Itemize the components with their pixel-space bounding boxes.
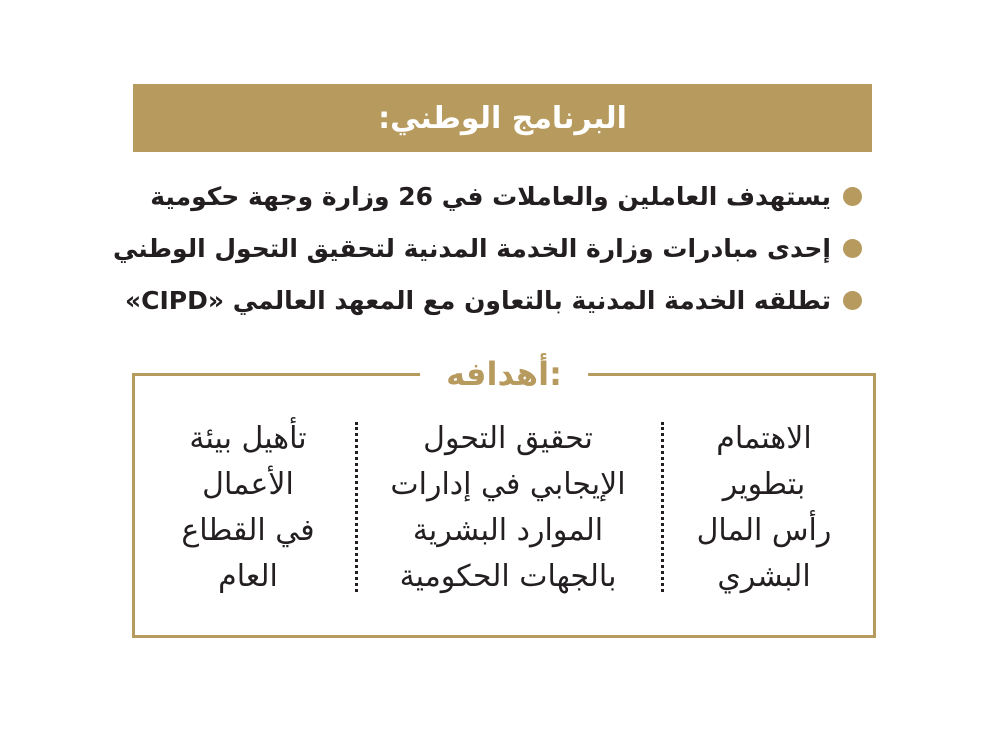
goal-column-2 [361, 416, 655, 606]
goals-title: أهدافه: [446, 355, 562, 393]
goal-text: الاهتمام بتطوير رأس المال البشري [696, 421, 832, 594]
goals-title-wrap [420, 352, 588, 396]
bullet-dot-icon [843, 291, 862, 310]
header-title: البرنامج الوطني: [378, 100, 627, 136]
bullet-dot-icon [843, 239, 862, 258]
bullet-item [142, 170, 862, 222]
bullet-item [125, 274, 862, 326]
goal-column-3 [135, 416, 361, 606]
bullet-text: يستهدف العاملين والعاملات في 26 وزارة وجهة حكومية [150, 181, 831, 211]
goal-text: تحقيق التحول الإيجابي في إدارات الموارد البشرية بالجهات الحكومية [390, 421, 626, 594]
bullet-text: إحدى مبادرات وزارة الخدمة المدنية لتحقيق التحول الوطني [112, 233, 831, 263]
goals-box [132, 355, 876, 638]
bullet-text: تطلقه الخدمة المدنية بالتعاون مع المعهد العالمي «CIPD» [125, 285, 831, 315]
goal-column-1 [655, 416, 873, 606]
header-bar [133, 84, 872, 152]
dotted-divider [661, 422, 664, 592]
program-bullet-list [112, 170, 862, 326]
goal-text: تأهيل بيئة الأعمال في القطاع العام [181, 421, 315, 594]
bullet-dot-icon [843, 187, 862, 206]
bullet-item [112, 222, 862, 274]
